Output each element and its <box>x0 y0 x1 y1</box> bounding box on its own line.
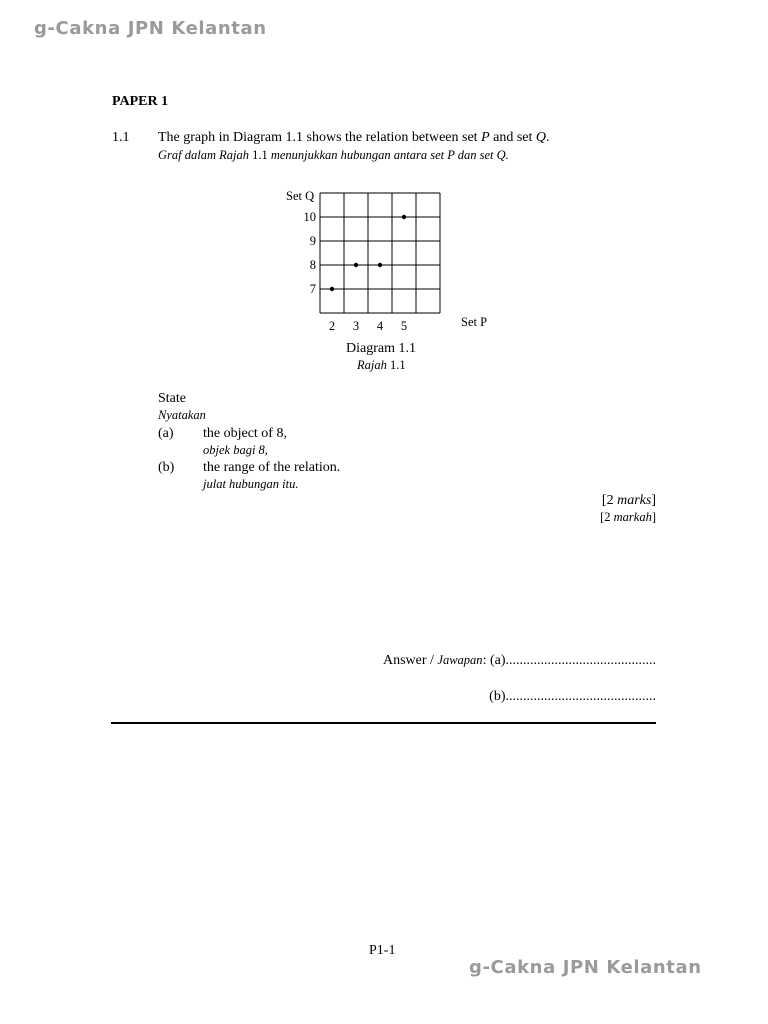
part-a-label: (a) <box>158 426 174 441</box>
data-point <box>378 263 382 267</box>
watermark-top: g-Cakna JPN Kelantan <box>34 18 267 39</box>
part-a-text-my: objek bagi 8, <box>203 443 268 457</box>
relation-graph <box>280 184 540 334</box>
data-point <box>354 263 358 267</box>
y-tick-label: 7 <box>309 282 316 296</box>
y-axis-label: Set Q <box>286 189 315 203</box>
x-tick-label: 3 <box>352 319 360 333</box>
question-text-en: The graph in Diagram 1.1 shows the relation between set P and set Q. <box>158 130 550 145</box>
marks-en: [2 marks] <box>601 493 656 508</box>
diagram-caption: Diagram 1.1 <box>346 341 416 356</box>
answer-line-b: (b)........................................... <box>489 689 656 704</box>
y-tick-label: 10 <box>303 210 316 224</box>
x-axis-label: Set P <box>461 315 488 329</box>
answer-b-blank[interactable]: ........................................... <box>505 689 656 704</box>
x-tick-label: 4 <box>376 319 384 333</box>
marks-my: [2 markah] <box>600 510 656 524</box>
part-b-label: (b) <box>158 460 175 475</box>
state-label: State <box>158 391 186 406</box>
paper-title: PAPER 1 <box>112 94 169 109</box>
diagram-caption-my: Rajah 1.1 <box>357 358 406 372</box>
section-divider <box>111 722 656 724</box>
graph-grid <box>320 193 440 313</box>
y-tick-label: 9 <box>309 234 316 248</box>
answer-line-a: Answer / Jawapan: (a)........................................... <box>382 653 656 668</box>
question-text-my: Graf dalam Rajah 1.1 menunjukkan hubungan antara set P dan set Q. <box>158 148 509 162</box>
part-b-text-my: julat hubungan itu. <box>203 477 299 491</box>
data-point <box>402 215 406 219</box>
x-tick-label: 5 <box>400 319 408 333</box>
y-tick-label: 8 <box>309 258 316 272</box>
x-tick-label: 2 <box>328 319 336 333</box>
question-number: 1.1 <box>112 130 130 145</box>
data-point <box>330 287 334 291</box>
page-number: P1-1 <box>369 943 396 958</box>
watermark-bottom: g-Cakna JPN Kelantan <box>469 957 702 978</box>
part-b-text: the range of the relation. <box>203 460 341 475</box>
part-a-text: the object of 8, <box>203 426 287 441</box>
answer-a-blank[interactable]: ........................................... <box>505 653 656 668</box>
state-label-my: Nyatakan <box>158 408 206 422</box>
